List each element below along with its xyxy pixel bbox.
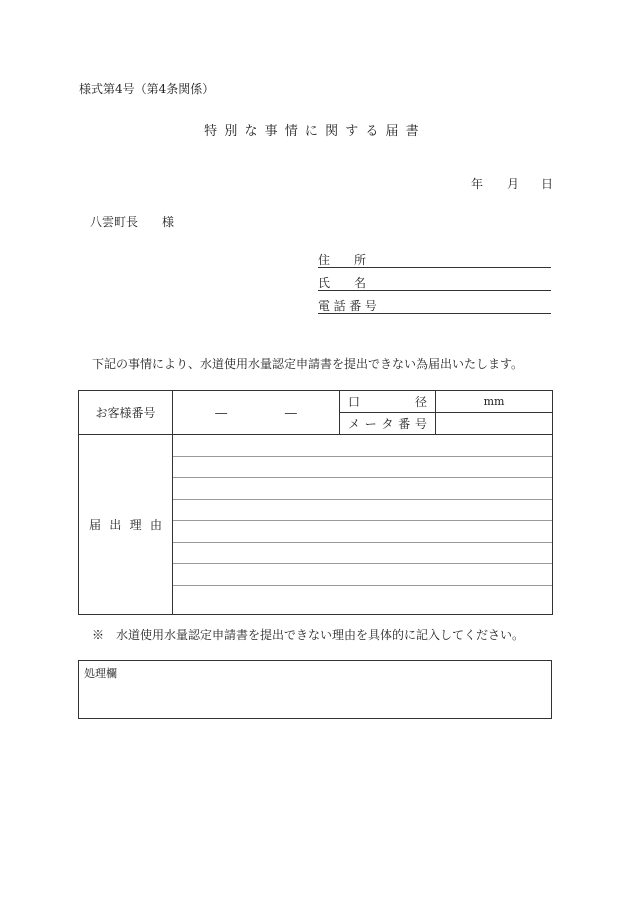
phone-field[interactable] — [318, 297, 551, 314]
meter-label-char: タ — [381, 417, 394, 431]
meter-number-label — [340, 413, 436, 435]
reason-line[interactable] — [173, 521, 552, 543]
bore-label-cell — [340, 391, 436, 413]
reason-label-char: 届 — [89, 518, 102, 532]
notification-table — [78, 390, 553, 615]
customer-number-label: お客様番号 — [79, 391, 173, 435]
meter-label-char: 番 — [398, 417, 411, 431]
reason-line[interactable] — [173, 478, 552, 500]
address-field[interactable] — [318, 251, 551, 268]
reason-field[interactable] — [173, 435, 553, 615]
customer-number-field[interactable] — [173, 391, 340, 435]
bore-label-left: 口 — [348, 395, 361, 409]
bore-value-field[interactable] — [436, 391, 553, 413]
address-label: 住 所 — [318, 253, 367, 267]
reason-line[interactable] — [173, 564, 552, 586]
processing-label: 処理欄 — [84, 667, 117, 680]
reason-line[interactable] — [173, 500, 552, 522]
phone-label: 電話番号 — [318, 299, 381, 313]
reason-label — [79, 435, 173, 615]
meter-label-char: ー — [364, 417, 377, 431]
date-day-label: 日 — [541, 177, 554, 191]
customer-number-dash: ― — [215, 405, 228, 420]
form-number: 様式第4号（第4条関係） — [79, 82, 215, 96]
document-title: 特別な事情に関する届書 — [204, 124, 426, 139]
date-month-label: 月 — [507, 177, 520, 191]
reason-line[interactable] — [173, 543, 552, 565]
addressee: 八雲町長 様 — [90, 215, 175, 229]
date-year-label: 年 — [471, 177, 484, 191]
meter-label-char: 号 — [414, 417, 427, 431]
reason-line[interactable] — [173, 586, 552, 608]
bore-unit: mm — [483, 395, 505, 408]
instruction-note: ※ 水道使用水量認定申請書を提出できない理由を具体的に記入してください。 — [92, 628, 525, 642]
reason-label-char: 出 — [109, 518, 122, 532]
meter-label-char: メ — [348, 417, 361, 431]
processing-box[interactable] — [78, 660, 552, 719]
reason-line[interactable] — [173, 435, 552, 457]
reason-line[interactable] — [173, 457, 552, 479]
name-field[interactable] — [318, 274, 551, 291]
reason-label-char: 由 — [149, 518, 162, 532]
statement-text: 下記の事情により、水道使用水量認定申請書を提出できない為届出いたします。 — [92, 357, 524, 371]
reason-label-char: 理 — [129, 518, 142, 532]
name-label: 氏 名 — [318, 276, 367, 290]
meter-number-field[interactable] — [436, 413, 553, 435]
customer-number-dash: ― — [284, 405, 297, 420]
bore-label-right: 径 — [414, 395, 427, 409]
